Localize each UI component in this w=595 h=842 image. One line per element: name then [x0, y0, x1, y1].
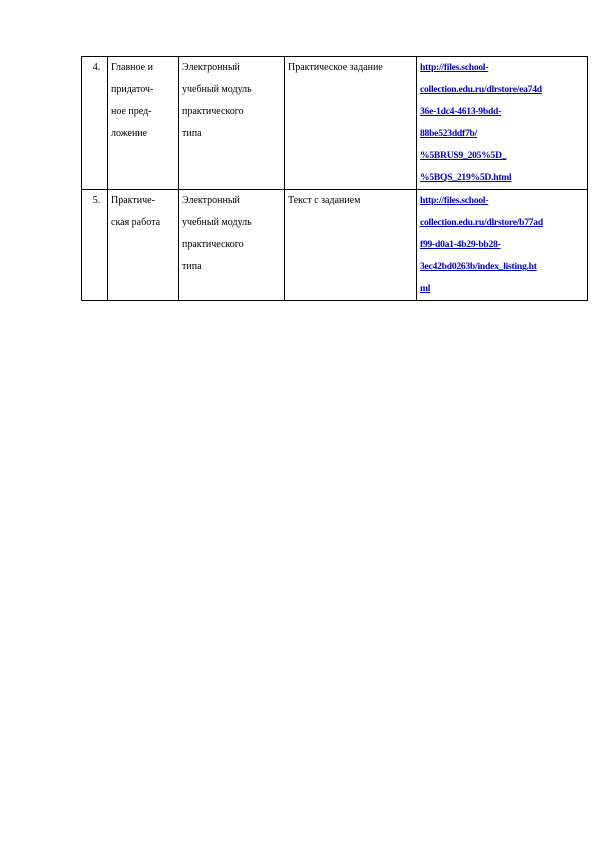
resources-table: [81, 56, 588, 301]
topic-cell: [108, 57, 179, 190]
resource-link[interactable]: f99-d0a1-4b29-bb28-: [420, 239, 501, 250]
topic-line: ное пред-: [111, 106, 152, 117]
row-number-cell: [82, 190, 108, 301]
resource-line: Электронный: [182, 62, 240, 73]
resource-line: типа: [182, 128, 202, 139]
resource-link[interactable]: http://files.school-: [420, 195, 489, 206]
row-number: 4.: [92, 62, 101, 73]
task-type-cell: [285, 57, 417, 190]
resource-cell: [179, 57, 285, 190]
table-row: [82, 190, 588, 301]
topic-line: ложение: [111, 128, 148, 139]
task-type: Текст с заданием: [288, 195, 361, 206]
topic-line: Практиче-: [111, 195, 155, 206]
resource-link[interactable]: http://files.school-: [420, 62, 489, 73]
resource-link[interactable]: 88be523ddf7b/: [420, 128, 477, 139]
topic-cell: [108, 190, 179, 301]
table-row: [82, 57, 588, 190]
resource-link[interactable]: collection.edu.ru/dlrstore/ea74d: [420, 84, 542, 95]
topic-line: придаточ-: [111, 84, 154, 95]
topic-line: [111, 57, 175, 79]
resource-link[interactable]: %5BQS_219%5D.html: [420, 172, 512, 183]
resource-cell: [179, 190, 285, 301]
link-cell[interactable]: [417, 57, 588, 190]
topic-text: Главное и: [111, 62, 153, 73]
row-number: 5.: [92, 195, 101, 206]
resource-line: практического: [182, 106, 244, 117]
resource-line: Электронный: [182, 195, 240, 206]
resource-link[interactable]: 3ec42bd0263b/index_listing.ht: [420, 261, 537, 272]
resource-line: учебный модуль: [182, 217, 252, 228]
topic-line: ская работа: [111, 217, 161, 228]
resource-line: практического: [182, 239, 244, 250]
resource-link[interactable]: %5BRUS9_205%5D_: [420, 150, 507, 161]
row-number-cell: [82, 57, 108, 190]
resource-link[interactable]: ml: [420, 283, 431, 294]
task-type: Практическое задание: [288, 62, 383, 73]
task-type-cell: [285, 190, 417, 301]
resource-link[interactable]: collection.edu.ru/dlrstore/b77ad: [420, 217, 543, 228]
resource-line: учебный модуль: [182, 84, 252, 95]
resource-link[interactable]: 36e-1dc4-4613-9bdd-: [420, 106, 502, 117]
link-cell[interactable]: [417, 190, 588, 301]
resource-line: типа: [182, 261, 202, 272]
